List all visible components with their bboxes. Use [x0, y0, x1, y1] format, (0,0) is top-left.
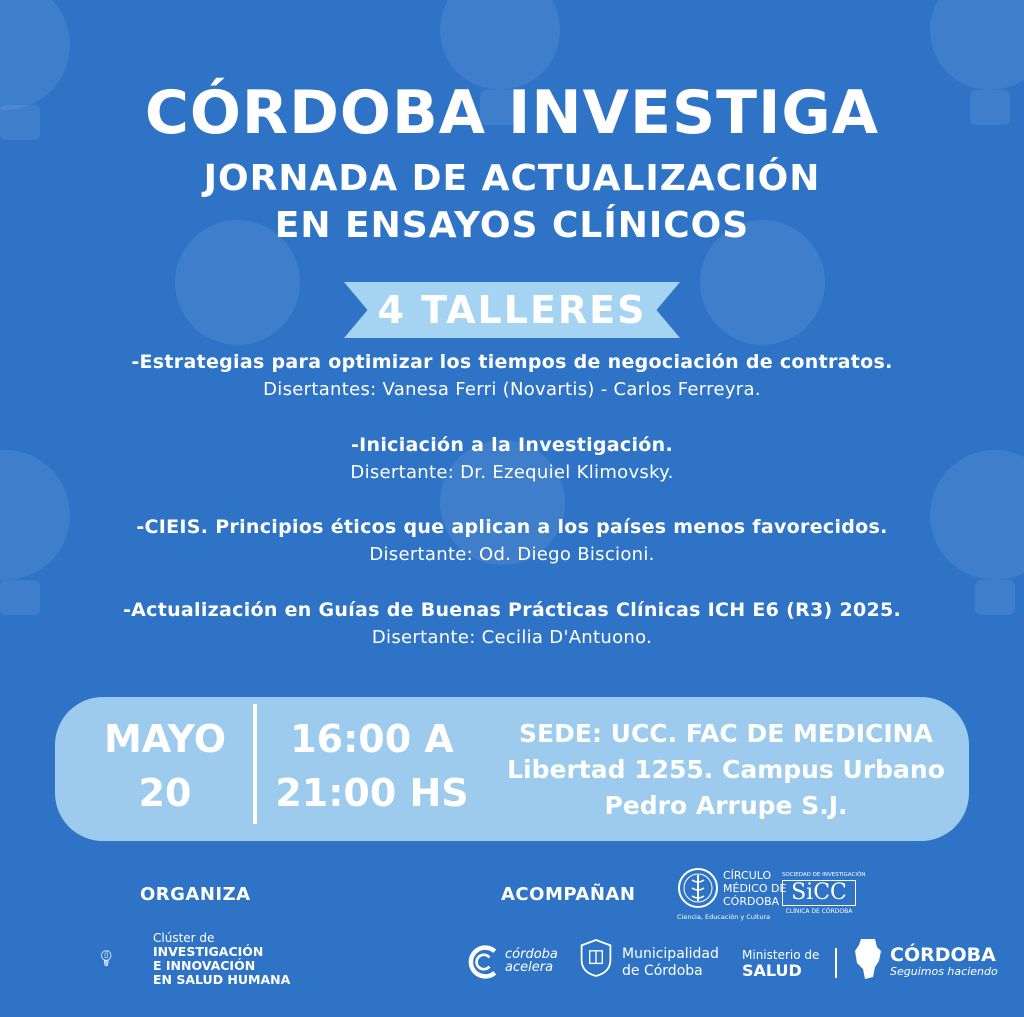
event-time — [274, 712, 470, 820]
workshop-title: -Actualización en Guías de Buenas Prácticas Clínicas ICH E6 (R3) 2025. — [122, 599, 902, 621]
ribbon-text: 4 TALLERES — [377, 288, 647, 332]
muni-line-2: de Córdoba — [622, 963, 703, 979]
workshop-speaker: Disertante: Od. Diego Biscioni. — [369, 544, 655, 565]
cordoba-acelera-name — [505, 948, 558, 974]
subtitle-line-1: JORNADA DE ACTUALIZACIÓN — [203, 158, 821, 199]
organiza-label: ORGANIZA — [140, 884, 251, 905]
event-time-end: 21:00 HS — [275, 771, 469, 815]
cordoba-name: CÓRDOBA — [890, 944, 996, 966]
workshop-speaker: Disertante: Dr. Ezequiel Klimovsky. — [350, 462, 674, 483]
workshop-speaker: Disertantes: Vanesa Ferri (Novartis) - Carlos Ferreyra. — [263, 379, 761, 400]
acelera-line-2: acelera — [505, 960, 554, 975]
acelera-line-1: córdoba — [505, 947, 558, 962]
workshop-item — [0, 599, 1024, 648]
organizer-line-2: INVESTIGACIÓN — [153, 944, 264, 959]
ministerio-name — [742, 948, 819, 980]
bulb-decoration — [930, 0, 1024, 90]
organizer-line-4: EN SALUD HUMANA — [153, 972, 291, 987]
workshop-item — [0, 434, 1024, 483]
lightbulb-icon — [100, 918, 150, 998]
venue-line-2: Libertad 1255. Campus Urbano — [507, 755, 945, 784]
event-venue — [492, 716, 960, 824]
circulo-tagline: Ciencia, Educación y Cultura — [677, 913, 771, 921]
circulo-line-3: CÓRDOBA — [723, 895, 780, 908]
event-date — [95, 712, 235, 820]
muni-line-1: Municipalidad — [622, 946, 719, 962]
cordoba-acelera-icon — [466, 944, 502, 980]
workshop-speaker: Disertante: Cecilia D'Antuono. — [371, 627, 653, 648]
workshop-item — [0, 351, 1024, 400]
cordoba-slogan: Seguimos haciendo — [890, 965, 998, 978]
circulo-line-1: CÍRCULO — [723, 869, 772, 882]
circulo-medico-logo-icon — [676, 866, 720, 910]
page-title: CÓRDOBA INVESTIGA — [144, 78, 880, 148]
event-time-start: 16:00 A — [290, 717, 454, 761]
circulo-medico-name — [723, 869, 786, 908]
event-date-month: MAYO — [103, 717, 227, 761]
sicc-top-text: SOCIEDAD DE INVESTIGACIÓN — [782, 872, 866, 878]
organizer-line-3: E INNOVACIÓN — [153, 958, 256, 973]
municipalidad-name — [622, 946, 719, 980]
organizer-line-1: Clúster de — [153, 931, 215, 945]
cordoba-province-icon — [853, 936, 883, 982]
circulo-line-2: MÉDICO DE — [723, 882, 787, 895]
venue-line-3: Pedro Arrupe S.J. — [604, 791, 848, 820]
workshop-title: -Iniciación a la Investigación. — [350, 434, 673, 456]
event-date-day: 20 — [138, 771, 192, 815]
subtitle-line-2: EN ENSAYOS CLÍNICOS — [274, 205, 750, 246]
sponsor-divider — [835, 948, 837, 978]
venue-line-1: SEDE: UCC. FAC DE MEDICINA — [519, 719, 933, 748]
organizer-name — [153, 931, 290, 987]
workshop-title: -Estrategias para optimizar los tiempos de negociación de contratos. — [131, 351, 893, 373]
ministerio-line-1: Ministerio de — [742, 948, 820, 962]
municipalidad-shield-icon — [578, 938, 614, 978]
sicc-bottom-text: CLÍNICA DE CÓRDOBA — [785, 908, 853, 915]
workshop-item — [0, 516, 1024, 565]
ministerio-line-2: SALUD — [742, 961, 802, 980]
workshop-title: -CIEIS. Principios éticos que aplican a los países menos favorecidos. — [136, 516, 888, 538]
info-divider — [253, 704, 257, 824]
bulb-decoration — [440, 0, 560, 90]
acompanan-label: ACOMPAÑAN — [501, 884, 636, 905]
sicc-name: SiCC — [791, 880, 847, 905]
